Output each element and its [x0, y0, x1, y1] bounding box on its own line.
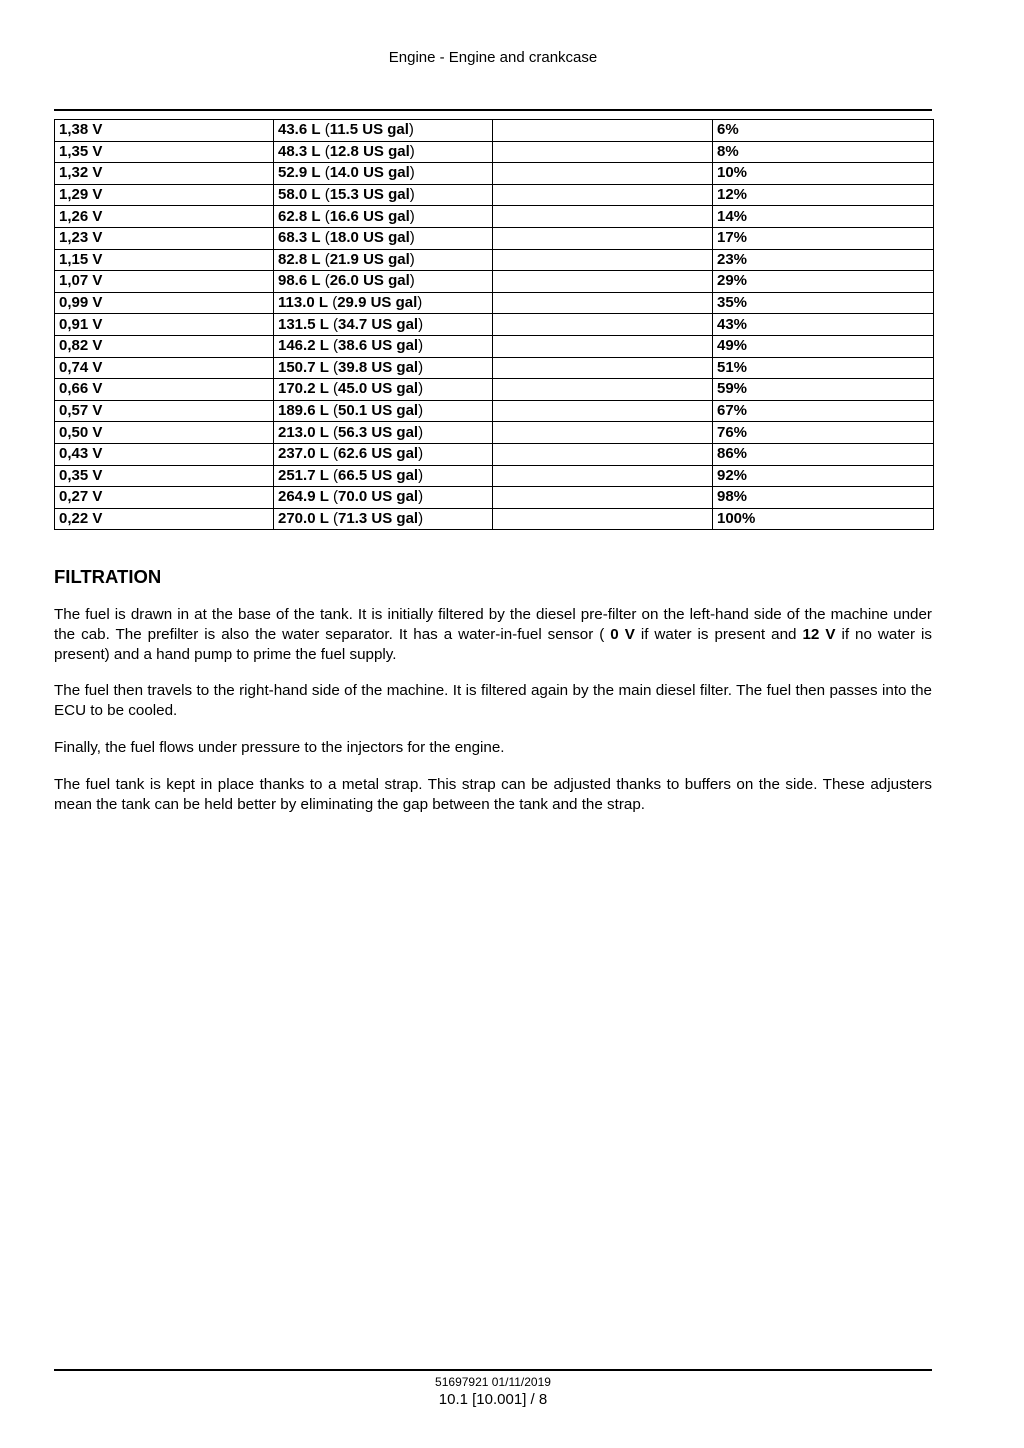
empty-cell — [493, 400, 713, 422]
fuel-percent-cell: 8% — [713, 141, 934, 163]
fuel-volume-cell: 52.9 L (14.0 US gal) — [274, 163, 493, 185]
fuel-percent-cell: 100% — [713, 508, 934, 530]
fuel-volume-cell: 237.0 L (62.6 US gal) — [274, 443, 493, 465]
fuel-volume-cell: 113.0 L (29.9 US gal) — [274, 292, 493, 314]
fuel-percent-cell: 14% — [713, 206, 934, 228]
volume-litres: 146.2 L — [278, 337, 329, 355]
fuel-volume-cell: 170.2 L (45.0 US gal) — [274, 379, 493, 401]
filtration-paragraph-4: The fuel tank is kept in place thanks to a metal strap. This strap can be adjusted thanks to buffers on the side. These adjusters mean the tank can be held better by eliminating the gap between the tank and the strap. — [54, 776, 932, 813]
empty-cell — [493, 120, 713, 142]
volume-us-gallons: 50.1 US gal — [338, 402, 419, 420]
sensor-voltage-cell: 0,91 V — [55, 314, 274, 336]
fuel-volume-cell: 48.3 L (12.8 US gal) — [274, 141, 493, 163]
fuel-volume-cell: 251.7 L (66.5 US gal) — [274, 465, 493, 487]
empty-cell — [493, 379, 713, 401]
empty-cell — [493, 141, 713, 163]
empty-cell — [493, 206, 713, 228]
empty-cell — [493, 443, 713, 465]
page-header-title: Engine - Engine and crankcase — [388, 49, 598, 66]
sensor-voltage-cell: 1,32 V — [55, 163, 274, 185]
fuel-volume-cell: 98.6 L (26.0 US gal) — [274, 271, 493, 293]
volume-us-gallons: 14.0 US gal — [329, 164, 410, 182]
empty-cell — [493, 465, 713, 487]
fuel-percent-cell: 51% — [713, 357, 934, 379]
filtration-paragraph-3: Finally, the fuel flows under pressure to the injectors for the engine. — [54, 739, 505, 756]
sensor-voltage-cell: 0,74 V — [55, 357, 274, 379]
empty-cell — [493, 508, 713, 530]
volume-us-gallons: 62.6 US gal — [338, 445, 419, 463]
sensor-voltage-cell: 0,43 V — [55, 443, 274, 465]
empty-cell — [493, 163, 713, 185]
fuel-percent-cell: 43% — [713, 314, 934, 336]
fuel-level-table-body — [55, 120, 934, 530]
table-row — [55, 271, 934, 293]
fuel-volume-cell: 150.7 L (39.8 US gal) — [274, 357, 493, 379]
header-divider — [54, 109, 932, 111]
volume-us-gallons: 71.3 US gal — [338, 509, 419, 527]
volume-us-gallons: 34.7 US gal — [338, 315, 419, 333]
fuel-percent-cell: 17% — [713, 227, 934, 249]
volume-us-gallons: 12.8 US gal — [329, 142, 410, 160]
table-row — [55, 379, 934, 401]
fuel-volume-cell: 82.8 L (21.9 US gal) — [274, 249, 493, 271]
volume-litres: 68.3 L — [278, 229, 321, 247]
fuel-volume-cell: 68.3 L (18.0 US gal) — [274, 227, 493, 249]
fuel-level-table — [54, 119, 934, 530]
volume-us-gallons: 11.5 US gal — [329, 121, 409, 139]
volume-us-gallons: 66.5 US gal — [338, 466, 419, 484]
volume-us-gallons: 16.6 US gal — [329, 207, 410, 225]
sensor-voltage-cell: 0,99 V — [55, 292, 274, 314]
sensor-voltage-cell: 1,23 V — [55, 227, 274, 249]
volume-us-gallons: 18.0 US gal — [329, 229, 410, 247]
volume-litres: 52.9 L — [278, 164, 321, 182]
table-row — [55, 400, 934, 422]
volume-litres: 213.0 L — [278, 423, 329, 441]
paragraph-text: if water is present and — [634, 626, 803, 643]
volume-litres: 237.0 L — [278, 445, 329, 463]
fuel-percent-cell: 98% — [713, 487, 934, 509]
table-row — [55, 292, 934, 314]
fuel-percent-cell: 29% — [713, 271, 934, 293]
fuel-volume-cell: 213.0 L (56.3 US gal) — [274, 422, 493, 444]
empty-cell — [493, 292, 713, 314]
voltage-value-no-water: 12 V — [802, 626, 836, 643]
volume-litres: 82.8 L — [278, 250, 321, 268]
table-row — [55, 163, 934, 185]
table-row — [55, 184, 934, 206]
volume-us-gallons: 26.0 US gal — [329, 272, 410, 290]
fuel-volume-cell: 270.0 L (71.3 US gal) — [274, 508, 493, 530]
fuel-volume-cell: 146.2 L (38.6 US gal) — [274, 335, 493, 357]
fuel-volume-cell: 62.8 L (16.6 US gal) — [274, 206, 493, 228]
table-row — [55, 206, 934, 228]
fuel-percent-cell: 12% — [713, 184, 934, 206]
empty-cell — [493, 184, 713, 206]
fuel-volume-cell: 58.0 L (15.3 US gal) — [274, 184, 493, 206]
volume-litres: 98.6 L — [278, 272, 321, 290]
volume-us-gallons: 45.0 US gal — [338, 380, 419, 398]
filtration-paragraph-1 — [54, 605, 932, 665]
empty-cell — [493, 335, 713, 357]
volume-litres: 189.6 L — [278, 402, 329, 420]
sensor-voltage-cell: 1,29 V — [55, 184, 274, 206]
volume-litres: 58.0 L — [278, 186, 321, 204]
fuel-percent-cell: 59% — [713, 379, 934, 401]
volume-litres: 264.9 L — [278, 488, 329, 506]
voltage-value-water-present: 0 V — [610, 626, 635, 643]
fuel-percent-cell: 23% — [713, 249, 934, 271]
fuel-percent-cell: 67% — [713, 400, 934, 422]
volume-us-gallons: 21.9 US gal — [329, 250, 410, 268]
volume-us-gallons: 15.3 US gal — [329, 186, 410, 204]
table-row — [55, 120, 934, 142]
volume-litres: 62.8 L — [278, 207, 321, 225]
volume-litres: 170.2 L — [278, 380, 329, 398]
table-row — [55, 335, 934, 357]
volume-us-gallons: 70.0 US gal — [338, 488, 419, 506]
volume-litres: 48.3 L — [278, 142, 321, 160]
empty-cell — [493, 227, 713, 249]
volume-us-gallons: 29.9 US gal — [337, 294, 418, 312]
sensor-voltage-cell: 0,50 V — [55, 422, 274, 444]
volume-us-gallons: 56.3 US gal — [338, 423, 419, 441]
table-row — [55, 227, 934, 249]
fuel-percent-cell: 92% — [713, 465, 934, 487]
table-row — [55, 443, 934, 465]
volume-litres: 150.7 L — [278, 358, 329, 376]
sensor-voltage-cell: 0,57 V — [55, 400, 274, 422]
sensor-voltage-cell: 1,15 V — [55, 249, 274, 271]
sensor-voltage-cell: 0,22 V — [55, 508, 274, 530]
sensor-voltage-cell: 0,35 V — [55, 465, 274, 487]
table-row — [55, 465, 934, 487]
table-row — [55, 357, 934, 379]
empty-cell — [493, 249, 713, 271]
footer-divider — [54, 1369, 932, 1371]
volume-litres: 43.6 L — [278, 121, 321, 139]
volume-litres: 113.0 L — [278, 294, 329, 312]
table-row — [55, 249, 934, 271]
paragraph-text: if no water is present) and a hand pump to prime the fuel supply. — [54, 626, 932, 663]
empty-cell — [493, 487, 713, 509]
volume-litres: 251.7 L — [278, 466, 329, 484]
empty-cell — [493, 314, 713, 336]
fuel-percent-cell: 76% — [713, 422, 934, 444]
empty-cell — [493, 357, 713, 379]
sensor-voltage-cell: 1,26 V — [55, 206, 274, 228]
fuel-volume-cell: 264.9 L (70.0 US gal) — [274, 487, 493, 509]
fuel-percent-cell: 6% — [713, 120, 934, 142]
fuel-volume-cell: 131.5 L (34.7 US gal) — [274, 314, 493, 336]
sensor-voltage-cell: 0,27 V — [55, 487, 274, 509]
volume-litres: 270.0 L — [278, 509, 329, 527]
sensor-voltage-cell: 1,35 V — [55, 141, 274, 163]
sensor-voltage-cell: 1,07 V — [55, 271, 274, 293]
fuel-percent-cell: 10% — [713, 163, 934, 185]
volume-us-gallons: 39.8 US gal — [338, 358, 419, 376]
filtration-paragraph-2: The fuel then travels to the right-hand side of the machine. It is filtered again by the main diesel filter. The fuel then passes into the ECU to be cooled. — [54, 682, 932, 719]
fuel-percent-cell: 35% — [713, 292, 934, 314]
empty-cell — [493, 422, 713, 444]
footer-document-id: 51697921 01/11/2019 — [435, 1375, 551, 1389]
table-row — [55, 314, 934, 336]
table-row — [55, 508, 934, 530]
fuel-volume-cell: 43.6 L (11.5 US gal) — [274, 120, 493, 142]
volume-us-gallons: 38.6 US gal — [338, 337, 419, 355]
table-row — [55, 422, 934, 444]
sensor-voltage-cell: 0,82 V — [55, 335, 274, 357]
table-row — [55, 487, 934, 509]
sensor-voltage-cell: 1,38 V — [55, 120, 274, 142]
fuel-volume-cell: 189.6 L (50.1 US gal) — [274, 400, 493, 422]
volume-litres: 131.5 L — [278, 315, 329, 333]
fuel-percent-cell: 49% — [713, 335, 934, 357]
footer-page-reference: 10.1 [10.001] / 8 — [438, 1391, 548, 1408]
paragraph-text: The fuel is drawn in at the base of the tank. It is initially filtered by the diesel pre-filter on the left-hand side of the machine under the cab. The prefilter is also the water separator. It has a water-in-fuel sensor ( — [54, 606, 932, 643]
section-heading-filtration: FILTRATION — [54, 566, 162, 587]
empty-cell — [493, 271, 713, 293]
fuel-percent-cell: 86% — [713, 443, 934, 465]
sensor-voltage-cell: 0,66 V — [55, 379, 274, 401]
table-row — [55, 141, 934, 163]
